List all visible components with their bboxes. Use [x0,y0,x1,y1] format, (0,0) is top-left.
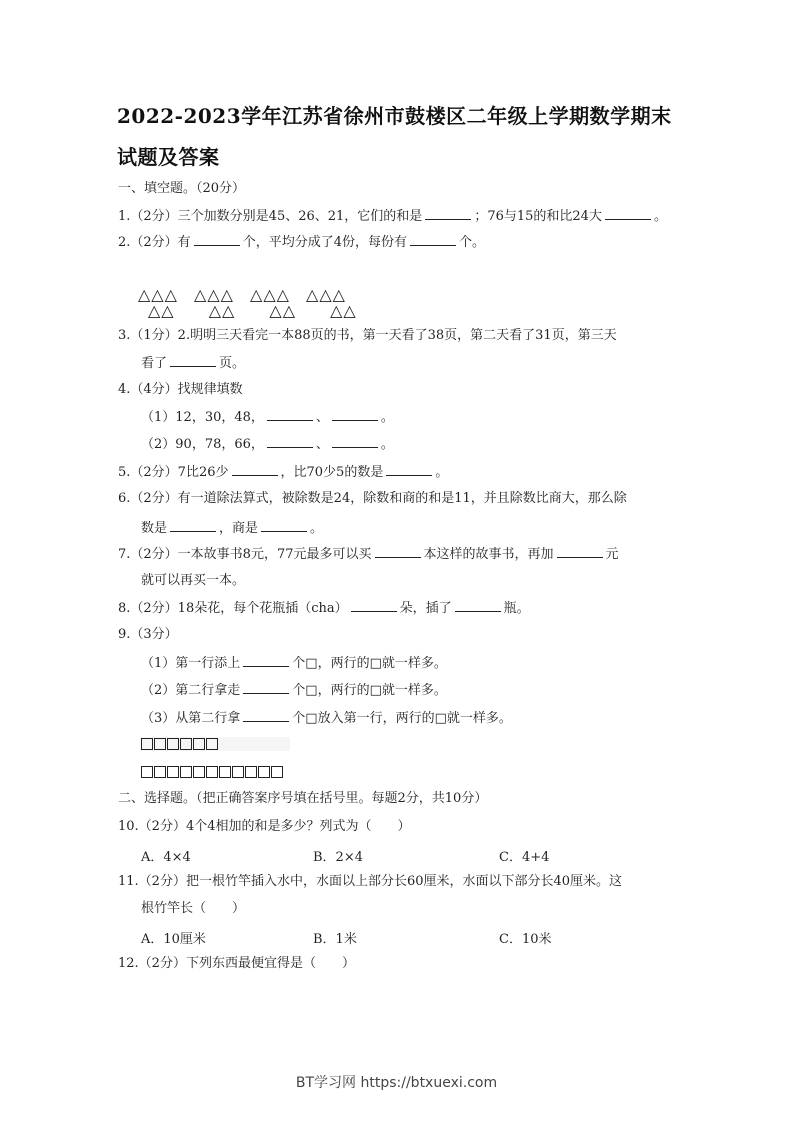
square-row-2 [141,766,283,778]
q4-r1-text: （1）12，30，48， [141,410,264,425]
q9-r2a: （2）第二行拿走 [141,683,241,698]
q9-r3a: （3）从第二行拿 [141,711,241,726]
answer-blank[interactable] [243,654,289,667]
q9-r1b: 个□，两行的□就一样多。 [292,656,447,671]
square-box [219,766,231,778]
triangle-group: △△ [269,301,297,320]
answer-blank[interactable] [455,599,501,612]
page-title-line1: 2022-2023学年江苏省徐州市鼓楼区二年级上学期数学期末 [117,104,672,128]
triangles-bottom-row [148,301,357,320]
triangle-group: △△ [330,301,357,320]
square-box [167,738,179,750]
square-box [180,766,192,778]
answer-blank[interactable] [243,681,289,694]
q8-text-a: 8.（2分）18朵花，每个花瓶插（cha） [118,601,348,616]
q4-sep: 、 [315,410,329,425]
square-box [271,766,283,778]
answer-blank[interactable] [375,545,421,558]
q1-text-b: ；76与15的和比24大 [474,209,602,224]
question-8 [118,599,530,618]
question-3 [118,327,617,345]
question-6 [118,490,627,508]
triangle-group: △△ [208,301,236,320]
q3-text-c: 页。 [219,356,246,371]
q4-end: 。 [380,437,394,452]
answer-blank[interactable] [267,435,313,448]
q2-text-b: 个，平均分成了4份，每份有 [242,235,407,250]
square-row-1 [141,738,218,750]
answer-blank[interactable] [194,233,240,246]
q7-text-b: 本这样的故事书，再加 [423,547,554,562]
section-fill-heading: 一、填空题。（20分） [118,181,246,196]
triangle-group: △△△ [306,285,346,304]
q4-text-a: 4.（4分）找规律填数 [118,382,243,397]
question-4-row2 [141,435,394,454]
question-6-cont [141,519,323,538]
answer-blank[interactable] [605,207,651,220]
square-box [154,738,166,750]
page-title-line2: 试题及答案 [117,145,220,169]
q10-option-c[interactable]: C．4+4 [499,850,550,865]
answer-blank[interactable] [267,408,313,421]
question-9-row2 [141,681,447,700]
q10-option-b[interactable]: B．2×4 [313,850,363,865]
square-box [141,738,153,750]
square-box [193,766,205,778]
question-9-row3 [141,709,512,728]
q9-text-a: 9.（3分） [118,627,178,642]
question-9-row1 [141,654,447,673]
question-11: 11.（2分）把一根竹竿插入水中，水面以上部分长60厘米，水面以下部分长40厘米。这 [118,874,623,889]
q1-text-a: 1.（2分）三个加数分别是45、26、21，它们的和是 [118,209,423,224]
answer-blank[interactable] [557,545,603,558]
q9-r1a: （1）第一行添上 [141,656,241,671]
q6-text-d: 。 [310,521,324,536]
q10-option-a[interactable]: A．4×4 [141,850,191,865]
square-box [245,766,257,778]
question-12: 12.（2分）下列东西最便宜得是（ ） [118,956,355,971]
q3-text-a: 3.（1分）2.明明三天看完一本88页的书，第一天看了38页，第二天看了31页，第三天 [118,328,617,343]
q7-text-c: 元 [605,547,619,562]
square-box [141,766,153,778]
answer-blank[interactable] [170,519,216,532]
question-4-row1 [141,408,394,427]
q11-option-a[interactable]: A．10厘米 [141,932,206,947]
q4-sep: 、 [315,437,329,452]
answer-blank[interactable] [261,519,307,532]
q1-text-c: 。 [653,209,667,224]
q7-text-d: 就可以再买一本。 [141,573,246,588]
q5-text-c: 。 [435,465,449,480]
q6-text-b: 数是 [141,521,168,536]
square-box [206,766,218,778]
triangle-group: △△△ [194,285,234,304]
q6-text-c: ，商是 [219,521,259,536]
question-4 [118,381,243,399]
question-2 [118,233,485,252]
q8-text-b: 朵，插了 [399,601,452,616]
question-1 [118,207,667,226]
question-9 [118,626,178,644]
square-box [154,766,166,778]
answer-blank[interactable] [425,207,471,220]
q6-text-a: 6.（2分）有一道除法算式，被除数是24，除数和商的和是11，并且除数比商大，那么除 [118,491,627,506]
square-box [167,766,179,778]
q11-option-b[interactable]: B．1米 [313,932,357,947]
triangle-group: △△△ [138,285,178,304]
answer-blank[interactable] [332,435,378,448]
triangle-group: △△ [148,301,175,320]
q5-text-b: ，比70少5的数是 [280,465,384,480]
q2-text-c: 个。 [458,235,485,250]
square-box [206,738,218,750]
q4-r2-text: （2）90，78，66， [141,437,264,452]
square-box [193,738,205,750]
q8-text-c: 瓶。 [503,601,530,616]
q9-r2b: 个□，两行的□就一样多。 [292,683,447,698]
answer-blank[interactable] [386,463,432,476]
q5-text-a: 5.（2分）7比26少 [118,465,229,480]
q11-option-c[interactable]: C．10米 [499,932,552,947]
square-box [232,766,244,778]
question-5 [118,463,448,482]
triangle-group: △△△ [250,285,290,304]
question-10: 10.（2分）4个4相加的和是多少？列式为（ ） [118,819,411,834]
question-11-cont: 根竹竿长（ ） [141,901,246,916]
answer-blank[interactable] [351,599,397,612]
q9-r3b: 个□放入第一行，两行的□就一样多。 [292,711,512,726]
answer-blank[interactable] [170,354,216,367]
q4-end: 。 [380,410,394,425]
question-7 [118,545,619,564]
question-7-cont [141,572,245,590]
footer-watermark: BT学习网 https://btxuexi.com [295,1075,498,1091]
q7-text-a: 7.（2分）一本故事书8元，77元最多可以买 [118,547,372,562]
answer-blank[interactable] [332,408,378,421]
question-3-cont [141,354,245,373]
square-box [258,766,270,778]
q3-text-b: 看了 [141,356,168,371]
square-box [180,738,192,750]
q2-text-a: 2.（2分）有 [118,235,191,250]
answer-blank[interactable] [232,463,278,476]
answer-blank[interactable] [243,709,289,722]
section-choice-heading: 二、选择题。（把正确答案序号填在括号里。每题2分，共10分） [118,791,488,806]
answer-blank[interactable] [410,233,456,246]
